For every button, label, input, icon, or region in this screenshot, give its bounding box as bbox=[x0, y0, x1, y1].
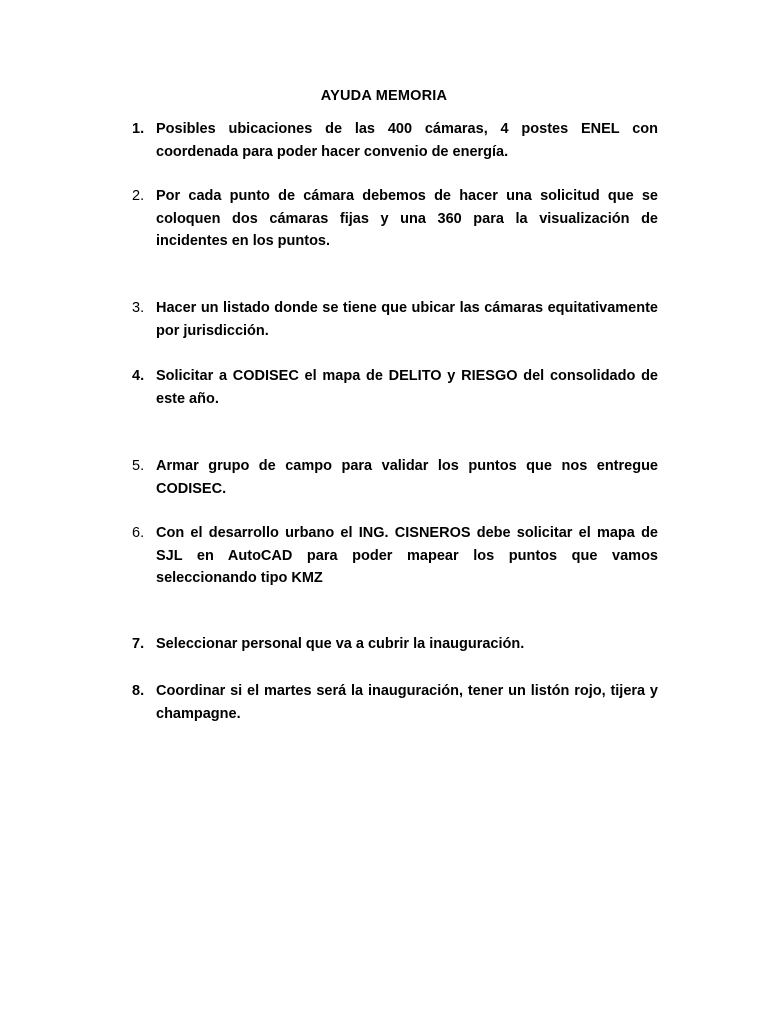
item-number: 6. bbox=[132, 525, 145, 541]
item-number: 8. bbox=[132, 683, 145, 699]
item-number: 5. bbox=[132, 458, 145, 474]
list-item bbox=[132, 680, 658, 725]
item-text: Hacer un listado donde se tiene que ubicar las cámaras equitativamente por jurisdicción. bbox=[156, 300, 658, 339]
item-text: Posibles ubicaciones de las 400 cámaras, 4 postes ENEL con coordenada para poder hacer convenio de energía. bbox=[156, 121, 658, 160]
item-text: Seleccionar personal que va a cubrir la inauguración. bbox=[156, 636, 525, 652]
item-text: Coordinar si el martes será la inauguración, tener un listón rojo, tijera y champagne. bbox=[156, 683, 658, 722]
list-item bbox=[132, 118, 658, 163]
list-item bbox=[132, 455, 658, 500]
item-text: Solicitar a CODISEC el mapa de DELITO y RIESGO del consolidado de este año. bbox=[156, 368, 658, 407]
list-item bbox=[132, 185, 658, 253]
list-item bbox=[132, 297, 658, 342]
list-item bbox=[132, 633, 658, 656]
item-text: Con el desarrollo urbano el ING. CISNEROS debe solicitar el mapa de SJL en AutoCAD para poder mapear los puntos que vamos seleccionando tipo KMZ bbox=[156, 525, 658, 586]
list-item bbox=[132, 522, 658, 590]
item-number: 2. bbox=[132, 188, 145, 204]
item-number: 1. bbox=[132, 121, 145, 137]
document-title: AYUDA MEMORIA bbox=[320, 88, 448, 104]
item-number: 7. bbox=[132, 636, 145, 652]
item-text: Armar grupo de campo para validar los puntos que nos entregue CODISEC. bbox=[156, 458, 658, 497]
item-number: 4. bbox=[132, 368, 145, 384]
list-item bbox=[132, 365, 658, 410]
item-number: 3. bbox=[132, 300, 145, 316]
item-text: Por cada punto de cámara debemos de hacer una solicitud que se coloquen dos cámaras fijas y una 360 para la visualización de incidentes en los puntos. bbox=[156, 188, 658, 249]
